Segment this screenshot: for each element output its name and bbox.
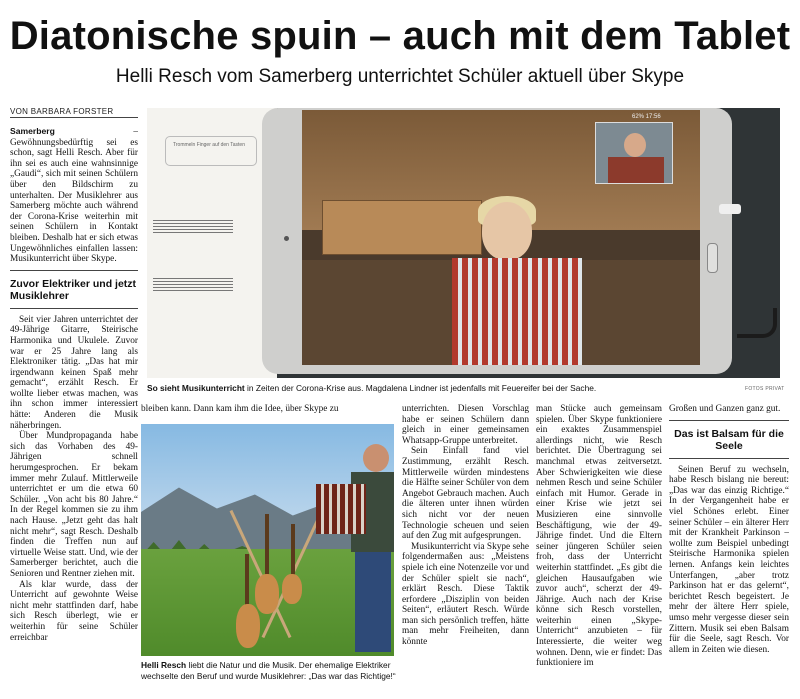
sheet-music bbox=[147, 108, 277, 378]
girl-face bbox=[482, 202, 532, 260]
column-4 bbox=[536, 404, 662, 694]
column-1 bbox=[10, 126, 138, 696]
cabinet bbox=[322, 200, 482, 255]
byline: VON BARBARA FORSTER bbox=[10, 107, 114, 116]
paragraph: Großen und Ganzen ganz gut. bbox=[669, 404, 781, 414]
paragraph-text: – Gewöhnungsbedürftig sei es schon, sagt Helli Resch. Aber für ihn sei es auch eine wahnsinnige „Gaudi“, sich mit seinen Schülern über den Bildschirm zu unterhalten. Der Musiklehrer aus Samerberg möchte auch während der Corona-Krise weiterhin mit seinen Schülern in Kontakt bleiben. Deshalb hat er sich etwas Ungewöhnliches einfallen lassen: Musikunterricht über Skype. bbox=[10, 127, 138, 265]
guitar bbox=[255, 574, 279, 614]
paragraph: bleiben kann. Dann kam ihm die Idee, über Skype zu bbox=[141, 404, 339, 414]
subheading: Zuvor Elektriker und jetzt Musiklehrer bbox=[10, 277, 137, 302]
divider bbox=[669, 458, 789, 459]
status-bar: 62% 17:56 bbox=[632, 114, 661, 120]
usb-plug bbox=[719, 204, 741, 214]
man-head bbox=[363, 444, 389, 472]
tablet-screen bbox=[302, 110, 700, 365]
sheet-box-text: Trommeln Finger auf den Tasten bbox=[173, 142, 245, 148]
subheading: Das ist Balsam für die Seele bbox=[674, 427, 784, 452]
staff-lines bbox=[153, 220, 233, 234]
paragraph: Sein Einfall fand viel Zustimmung, erzählt Resch. Mittlerweile würden mindestens die Hälfte seiner Schüler von dem Angebot Gebrauch machen. Auch die älteren unter ihnen würden sich nicht vor der neuen Technologie scheuen und seien auf den Zug mit aufgesprungen. bbox=[402, 446, 529, 542]
caption-text: liebt die Natur und die Musik. Der ehemalige Elektriker wechselte den Beruf und wurde Musiklehrer: „Das war das Richtige!“ bbox=[141, 660, 396, 681]
accordion bbox=[316, 484, 366, 534]
main-photo-caption bbox=[147, 383, 747, 393]
photo-credit: FOTOS PRIVAT bbox=[745, 386, 785, 392]
caption-lead: So sieht Musikunterricht bbox=[147, 383, 245, 393]
paragraph: man Stücke auch gemeinsam spielen. Über Skype funktioniere ein exaktes Zusammenspiel allerdings nicht, wie Resch berichtet. Die Übertragung sei manchmal etwas zeitversetzt. Aber Schwierigkeiten wie diese nehmen Resch und seine Schüler einfach mit Humor. Gerade in einer Krise wie jetzt sei Musizieren eine sinnvolle Beschäftigung, wie der 49-Jährige findet. Und die Eltern seiner jüngeren Schüler seien froh, dass der Unterricht weiterhin stattfindet. „Es gibt die gleichen Hausaufgaben wie zuvor auch“, scherzt der 49-Jährige. Auch nach der Krise könne sich Resch vorstellen, weiterhin einen „Skype-Unterricht“ anzubieten – für Interessierte, die weiter weg wohnen. Denn, wie er findet: Das funktioniere im bbox=[536, 404, 662, 669]
divider bbox=[10, 308, 138, 309]
teacher-face bbox=[624, 133, 646, 157]
paragraph: unterrichten. Diesen Vorschlag habe er seinen Schülern dann gleich in einer gemeinsamen Whatsapp-Gruppe unterbreitet. bbox=[402, 404, 529, 446]
column-2 bbox=[141, 404, 394, 418]
staff-lines bbox=[153, 278, 233, 292]
column-3 bbox=[402, 404, 529, 694]
teacher-accordion bbox=[608, 157, 664, 184]
subheadline: Helli Resch vom Samerberg unterrichtet Schüler aktuell über Skype bbox=[115, 66, 685, 87]
divider bbox=[10, 270, 138, 271]
paragraph: Über Mundpropaganda habe sich das Vorhaben des 49-Jährigen schnell herumgesprochen. Er bekam immer mehr Zulauf. Mittlerweile unterrichtet er um die etwa 60 Schüler. „Von acht bis 80 Jahre.“ In der Regel kommen sie zu ihm nach Hause. „Jetzt geht das halt nicht mehr“, sagt Resch. Deshalb finden die Treffen nun auf virtuelle Weise statt. Und, wie der Samerberger berichtet, auch die Senioren und Rentner ziehen mit. bbox=[10, 431, 138, 579]
paragraph: Als klar wurde, dass der Unterricht auf gewohnte Weise nicht mehr stattfinden darf, habe sich Resch überlegt, wie er weiterhin für seine Schüler erreichbar bbox=[10, 579, 138, 643]
cable bbox=[737, 308, 777, 338]
column-5 bbox=[669, 404, 789, 694]
main-photo bbox=[147, 108, 780, 378]
home-button bbox=[707, 243, 718, 273]
sheet-box bbox=[165, 136, 257, 166]
dateline: Samerberg bbox=[10, 126, 55, 136]
guitar bbox=[236, 604, 260, 648]
caption-lead: Helli Resch bbox=[141, 660, 187, 670]
byline-rule bbox=[10, 117, 138, 118]
second-photo-caption bbox=[141, 660, 401, 681]
caption-text: in Zeiten der Corona-Krise aus. Magdalena Lindner ist jedenfalls mit Feuereifer bei der Sache. bbox=[244, 383, 597, 393]
headline: Diatonische spuin – auch mit dem Tablet bbox=[9, 14, 791, 58]
accordion bbox=[452, 258, 582, 365]
paragraph: Seit vier Jahren unterrichtet der 49-Jährige Gitarre, Steirische Harmonika und Ukulele. Zuvor war er 25 Jahre lang als Elektroniker tätig. „Das hat mir irgendwann keinen Spaß mehr gemacht“, erzählt Resch. Er wollte lieber etwas machen, was ihn schon immer interessiert hätte: Anderen die Musik näherbringen. bbox=[10, 314, 138, 431]
camera-icon bbox=[284, 236, 289, 241]
divider bbox=[669, 420, 789, 421]
video-call-preview bbox=[595, 122, 673, 184]
paragraph: Musikunterricht via Skype sehe folgendermaßen aus: „Meistens spiele ich eine Notenzeile vor und der Schüler spielt sie nach“, erklärt Resch. Diese Taktik erfordere „Disziplin von beiden Seiten“, erläutert Resch. Würde man sich persönlich treffen, hätte man mehr Freiheiten, dann könnte bbox=[402, 541, 529, 648]
man-legs bbox=[355, 552, 391, 652]
ukulele bbox=[282, 574, 302, 604]
paragraph: Seinen Beruf zu wechseln, habe Resch bislang nie bereut: „Das war das einzig Richtige.“ In der Vergangenheit habe er viel Schönes erlebt. Einer seiner Schüler – ein älterer Herr mit der Krankheit Parkinson – wollte zum Beispiel unbedingt Steirische Harmonika spielen lernen. Anfangs kein leichtes Unterfangen, „aber trotz Parkinson hat er das gelernt“, berichtet Resch begeistert. Je mehr der ältere Herr spiele, umso mehr vergesse dieser sein Zittern. Musik sei eben Balsam für die Seele, sagt Resch. Vor allem in Zeiten wie diesen. bbox=[669, 464, 789, 655]
second-photo bbox=[141, 424, 394, 656]
paragraph bbox=[10, 126, 138, 265]
